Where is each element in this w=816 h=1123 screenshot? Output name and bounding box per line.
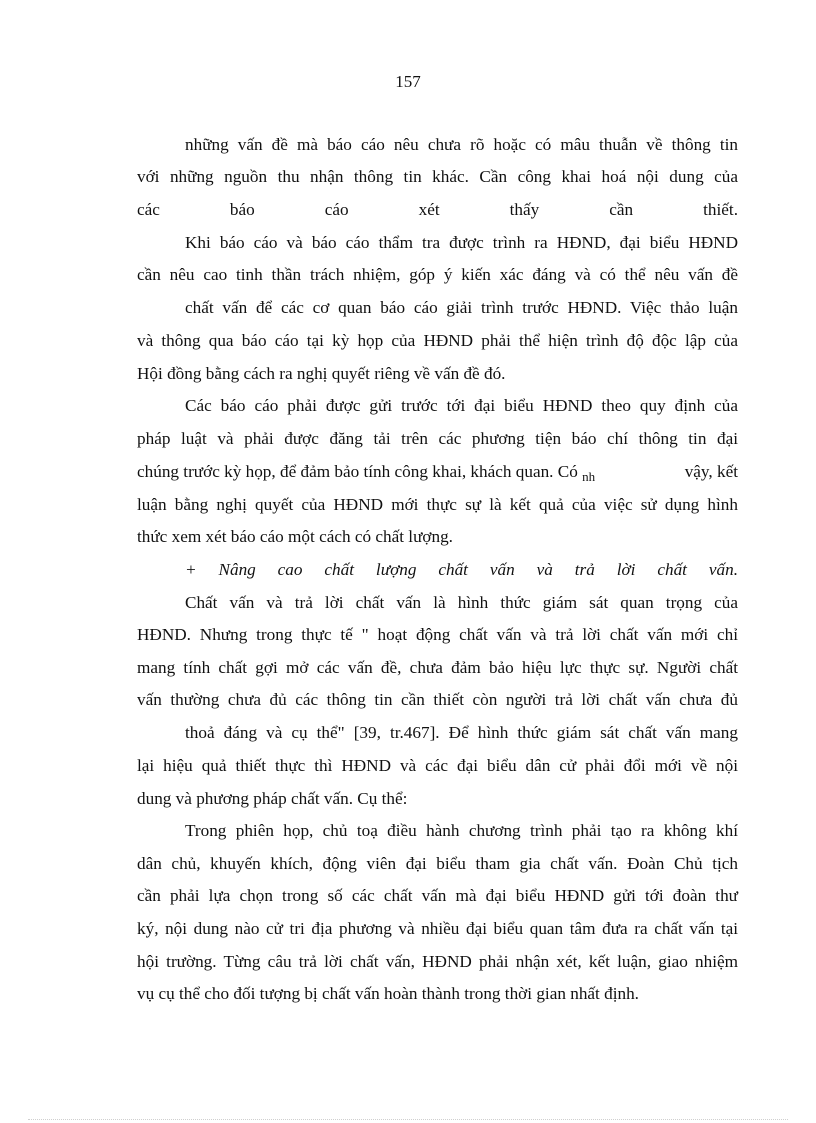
subscript-text: nh (582, 469, 596, 484)
text-line: luận bằng nghị quyết của HĐND mới thực sự là kết quả của việc sử dụng hình (137, 495, 738, 514)
text-line: HĐND. Nhưng trong thực tế " hoạt động chất vấn và trả lời chất vấn mới chỉ (137, 625, 738, 644)
text-line: cần nêu cao tinh thần trách nhiệm, góp ý kiến xác đáng và có thể nêu vấn đề (137, 265, 738, 284)
text-line: và thông qua báo cáo tại kỳ họp của HĐND phải thể hiện trình độ độc lập của (137, 331, 738, 350)
page-number: 157 (395, 72, 421, 91)
text-line: với những nguồn thu nhận thông tin khác. Cần công khai hoá nội dung của (137, 167, 738, 186)
text-line: pháp luật và phải được đăng tải trên các phương tiện báo chí thông tin đại (137, 429, 738, 448)
page-bottom-border (28, 1119, 788, 1120)
text-line: dung và phương pháp chất vấn. Cụ thể: (137, 789, 408, 808)
text-line: chất vấn để các cơ quan báo cáo giải trình trước HĐND. Việc thảo luận (185, 298, 738, 317)
text-line: lại hiệu quả thiết thực thì HĐND và các đại biểu dân cử phải đổi mới về nội (137, 756, 738, 775)
section-heading: + Nâng cao chất lượng chất vấn và trả lời chất vấn. (185, 560, 738, 579)
text-line: Chất vấn và trả lời chất vấn là hình thức giám sát quan trọng của (185, 593, 738, 612)
text-line: ký, nội dung nào cử tri địa phương và nhiều đại biểu quan tâm đưa ra chất vấn tại (137, 919, 738, 938)
text-line: Hội đồng bằng cách ra nghị quyết riêng về vấn đề đó. (137, 364, 506, 383)
text-segment: vậy, kết (684, 462, 738, 481)
text-line: vấn thường chưa đủ các thông tin cần thiết còn người trả lời chất vấn chưa đủ (137, 690, 738, 709)
text-line: cần phải lựa chọn trong số các chất vấn mà đại biểu HĐND gửi tới đoàn thư (137, 886, 738, 905)
text-line: mang tính chất gợi mở các vấn đề, chưa đảm bảo hiệu lực thực sự. Người chất (137, 658, 738, 677)
text-line: các báo cáo xét thấy cần thiết. (137, 200, 738, 219)
text-line: vụ cụ thể cho đối tượng bị chất vấn hoàn thành trong thời gian nhất định. (137, 984, 639, 1003)
text-line: những vấn đề mà báo cáo nêu chưa rõ hoặc có mâu thuẫn về thông tin (185, 135, 738, 154)
text-line: Khi báo cáo và báo cáo thẩm tra được trình ra HĐND, đại biểu HĐND (185, 233, 738, 252)
text-line: thức xem xét báo cáo một cách có chất lượng. (137, 527, 453, 546)
text-line: Trong phiên họp, chủ toạ điều hành chương trình phải tạo ra không khí (185, 821, 738, 840)
text-line: Các báo cáo phải được gửi trước tới đại biểu HĐND theo quy định của (185, 396, 738, 415)
text-line: hội trường. Từng câu trả lời chất vấn, HĐND phải nhận xét, kết luận, giao nhiệm (137, 952, 738, 971)
text-line: thoả đáng và cụ thể" [39, tr.467]. Để hình thức giám sát chất vấn mang (185, 723, 738, 742)
text-line: dân chủ, khuyến khích, động viên đại biểu tham gia chất vấn. Đoàn Chủ tịch (137, 854, 738, 873)
text-line-with-subscript (137, 461, 738, 484)
text-segment: chúng trước kỳ họp, để đảm bảo tính công khai, khách quan. Có (137, 462, 578, 481)
